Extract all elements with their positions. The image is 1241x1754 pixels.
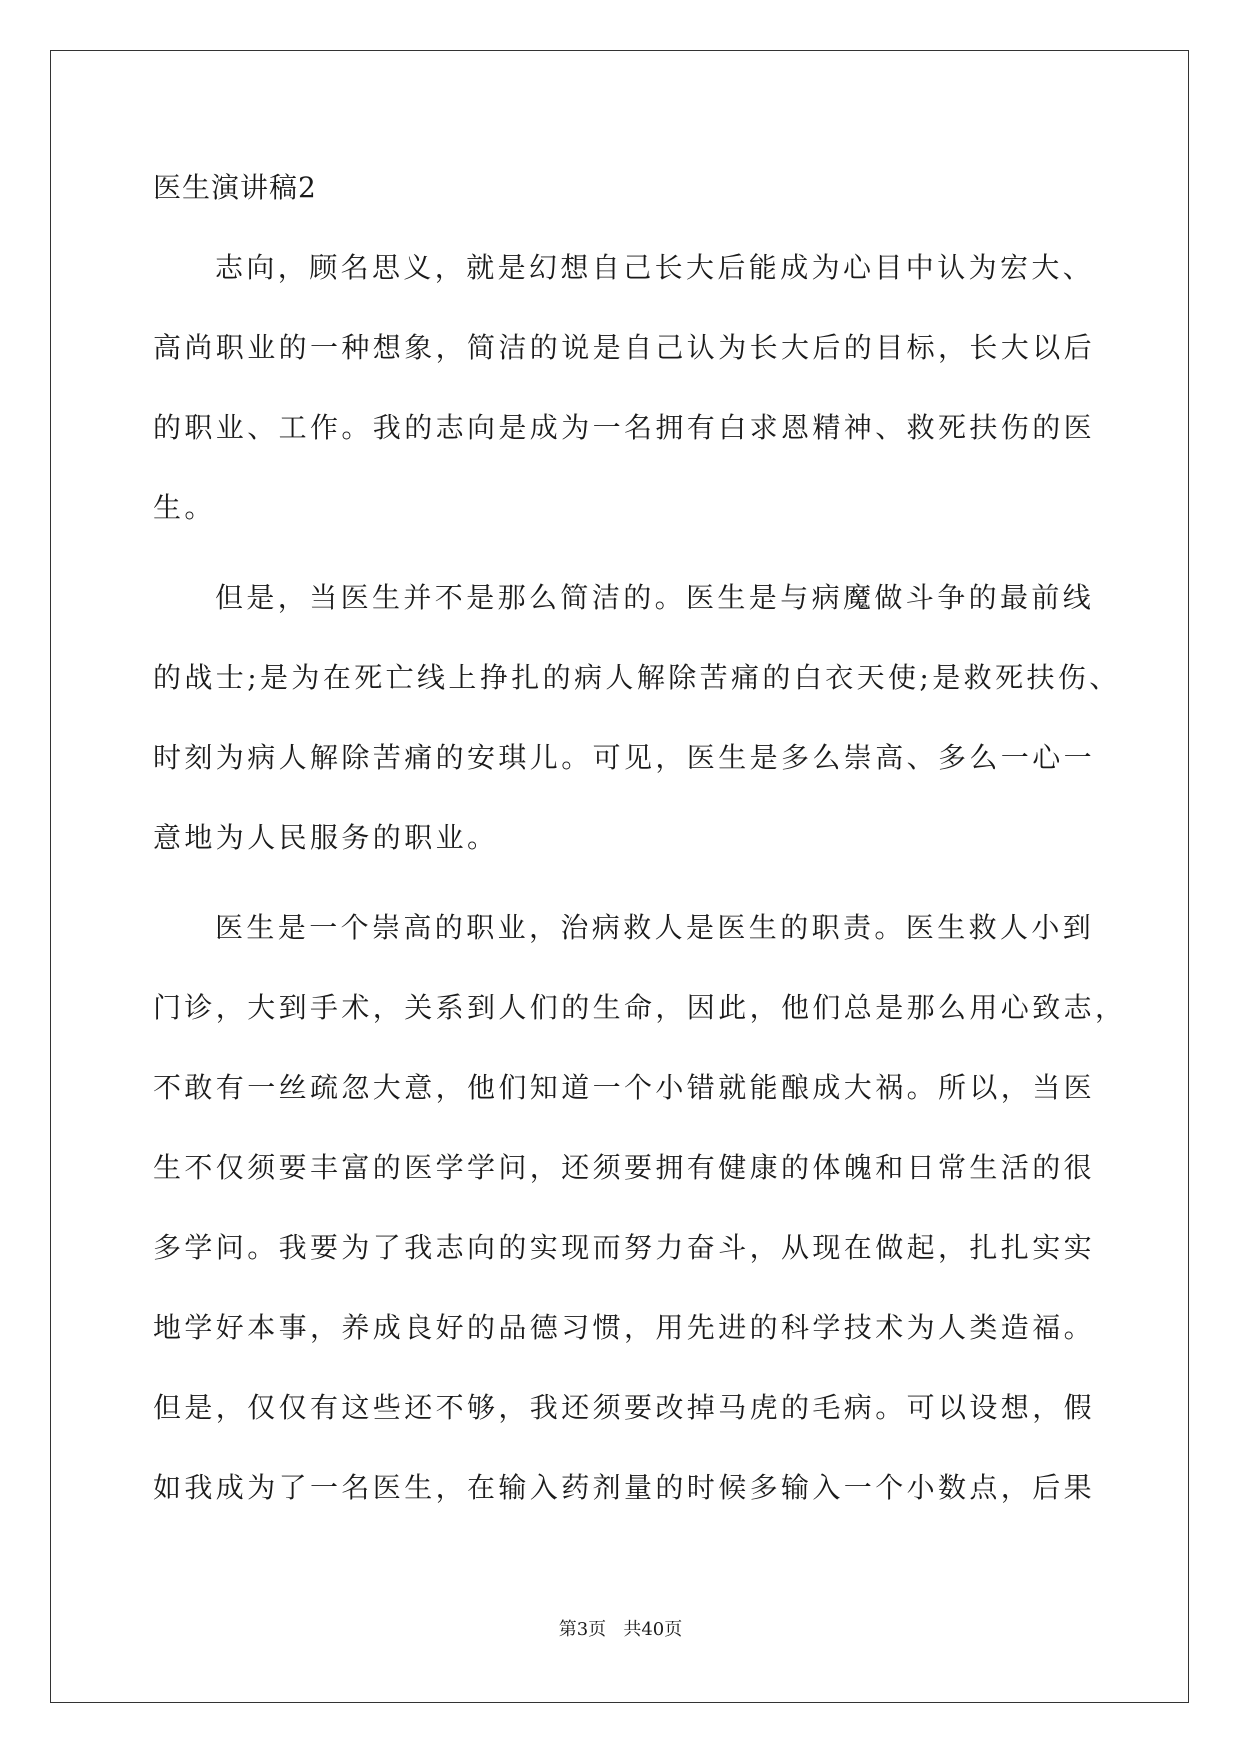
paragraph-line: 如我成为了一名医生，在输入药剂量的时候多输入一个小数点，后果 (153, 1471, 1096, 1504)
paragraph-line: 但是，仅仅有这些还不够，我还须要改掉马虎的毛病。可以设想，假 (153, 1391, 1096, 1424)
paragraph-line: 生不仅须要丰富的医学学问，还须要拥有健康的体魄和日常生活的很 (153, 1151, 1096, 1184)
paragraph-line: 门诊，大到手术，关系到人们的生命，因此，他们总是那么用心致志， (153, 991, 1127, 1024)
paragraph-line: 意地为人民服务的职业。 (153, 821, 499, 854)
paragraph-line: 时刻为病人解除苦痛的安琪儿。可见，医生是多么崇高、多么一心一 (153, 741, 1096, 774)
document-title: 医生演讲稿2 (153, 171, 317, 204)
paragraph-line: 但是，当医生并不是那么简洁的。医生是与病魔做斗争的最前线 (215, 581, 1095, 614)
paragraph-line: 多学问。我要为了我志向的实现而努力奋斗，从现在做起，扎扎实实 (153, 1231, 1096, 1264)
paragraph-line: 高尚职业的一种想象，简洁的说是自己认为长大后的目标，长大以后 (153, 331, 1096, 364)
page-border (50, 50, 1189, 1703)
paragraph-line: 医生是一个崇高的职业，治病救人是医生的职责。医生救人小到 (215, 911, 1095, 944)
paragraph-line: 地学好本事，养成良好的品德习惯，用先进的科学技术为人类造福。 (153, 1311, 1096, 1344)
paragraph-line: 生。 (153, 491, 216, 524)
paragraph-line: 的战士;是为在死亡线上挣扎的病人解除苦痛的白衣天使;是救死扶伤、 (153, 661, 1121, 694)
paragraph-line: 不敢有一丝疏忽大意，他们知道一个小错就能酿成大祸。所以，当医 (153, 1071, 1096, 1104)
page-number-footer: 第3页 共40页 (558, 1619, 683, 1640)
paragraph-line: 的职业、工作。我的志向是成为一名拥有白求恩精神、救死扶伤的医 (153, 411, 1096, 444)
paragraph-line: 志向，顾名思义，就是幻想自己长大后能成为心目中认为宏大、 (215, 251, 1095, 284)
